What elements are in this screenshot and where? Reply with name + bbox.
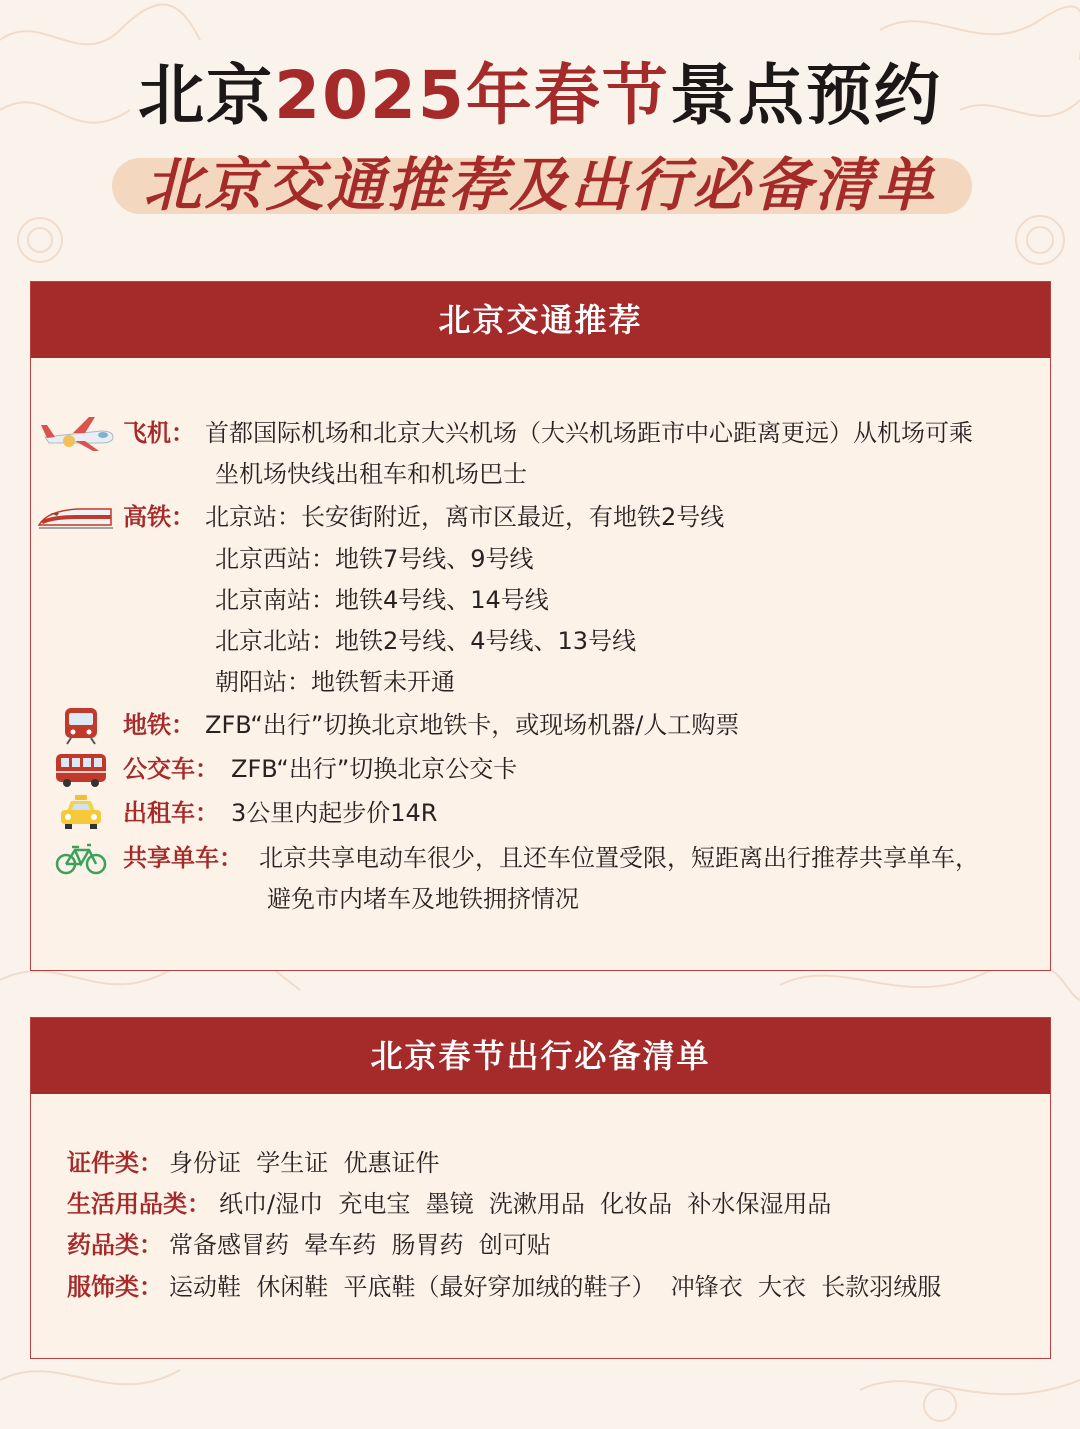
checklist-heading: 北京春节出行必备清单 [31, 1018, 1050, 1094]
transport-row-bicycle [31, 838, 1050, 878]
checklist-row-daily-items [31, 1184, 1050, 1224]
airplane-icon [39, 413, 119, 453]
transport-row-bus [31, 749, 1050, 789]
checklist-card [30, 1017, 1051, 1359]
taxi-label: 出租车： [123, 799, 219, 827]
subway-label: 地铁： [123, 711, 195, 739]
checklist-row-clothing [31, 1267, 1050, 1307]
train-text-line2: 北京西站：地铁7号线、9号线 [215, 545, 534, 573]
transport-heading: 北京交通推荐 [31, 282, 1050, 358]
bicycle-label: 共享单车： [123, 844, 243, 872]
medicine-text: 常备感冒药 晕车药 肠胃药 创可贴 [169, 1231, 551, 1259]
documents-label: 证件类： [67, 1149, 163, 1177]
bus-text: ZFB“出行”切换北京公交卡 [231, 755, 518, 783]
documents-text: 身份证 学生证 优惠证件 [169, 1149, 440, 1177]
bus-label: 公交车： [123, 755, 219, 783]
page-title: 北京2025年春节景点预约 [138, 57, 942, 134]
bicycle-text-line1: 北京共享电动车很少，且还车位置受限，短距离出行推荐共享单车， [259, 844, 979, 872]
transport-row-train [31, 497, 1050, 537]
clothing-label: 服饰类： [67, 1273, 163, 1301]
airplane-label: 飞机： [123, 419, 195, 447]
medicine-label: 药品类： [67, 1231, 163, 1259]
airplane-text-line1: 首都国际机场和北京大兴机场（大兴机场距市中心距离更远）从机场可乘 [205, 419, 973, 447]
train-text-line3: 北京南站：地铁4号线、14号线 [215, 586, 549, 614]
bullet-train-icon [37, 497, 117, 537]
daily-items-label: 生活用品类： [67, 1190, 211, 1218]
airplane-text-line2: 坐机场快线出租车和机场巴士 [215, 460, 527, 488]
train-text-line4: 北京北站：地铁2号线、4号线、13号线 [215, 627, 637, 655]
train-text-line1: 北京站：长安街附近，离市区最近，有地铁2号线 [205, 503, 725, 531]
train-label: 高铁： [123, 503, 195, 531]
transport-card [30, 281, 1051, 971]
bus-icon [53, 749, 133, 789]
checklist-row-medicine [31, 1225, 1050, 1265]
subway-text: ZFB“出行”切换北京地铁卡，或现场机器/人工购票 [205, 711, 740, 739]
daily-items-text: 纸巾/湿巾 充电宝 墨镜 洗漱用品 化妆品 补水保湿用品 [219, 1190, 832, 1218]
transport-row-subway [31, 705, 1050, 745]
bicycle-text-line2: 避免市内堵车及地铁拥挤情况 [267, 885, 579, 913]
transport-row-airplane [31, 413, 1050, 453]
clothing-text: 运动鞋 休闲鞋 平底鞋（最好穿加绒的鞋子） 冲锋衣 大衣 长款羽绒服 [169, 1273, 942, 1301]
train-text-line5: 朝阳站：地铁暂未开通 [215, 668, 455, 696]
page-subtitle: 北京交通推荐及出行必备清单 [143, 151, 937, 219]
transport-row-taxi [31, 793, 1050, 833]
taxi-text: 3公里内起步价14R [231, 799, 438, 827]
checklist-row-documents [31, 1143, 1050, 1183]
